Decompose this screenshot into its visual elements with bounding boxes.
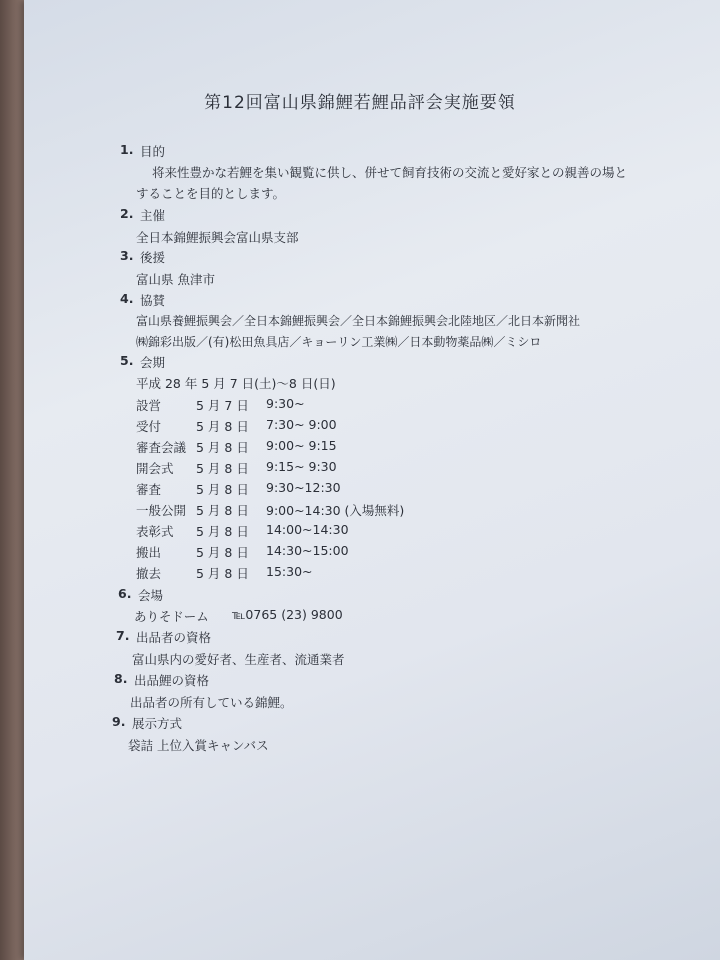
schedule-label-setup: 設営 [136,398,162,413]
schedule-time-awards: 14:00~14:30 [266,522,349,537]
section-8-number: 8. [114,671,128,686]
schedule-date-judging-meeting: 5 月 8 日 [196,440,249,455]
section-1-heading: 目的 [140,144,166,159]
section-4-number: 4. [120,291,134,306]
section-6-venue: ありそドーム [134,609,209,624]
section-9-heading: 展示方式 [132,716,183,731]
schedule-time-opening: 9:15~ 9:30 [266,459,337,474]
section-1-line-2: することを目的とします。 [136,186,286,201]
section-1-line-1: 将来性豊かな若鯉を集い観覧に供し、併せて飼育技術の交流と愛好家との親善の場と [152,165,628,180]
section-2-heading: 主催 [140,208,166,223]
schedule-label-judging: 審査 [136,482,162,497]
schedule-label-carry-out: 搬出 [136,545,162,560]
section-8-line-1: 出品者の所有している錦鯉。 [130,695,293,710]
section-8-heading: 出品鯉の資格 [134,673,210,688]
section-7-number: 7. [116,628,130,643]
schedule-time-judging-meeting: 9:00~ 9:15 [266,438,337,453]
schedule-time-judging: 9:30~12:30 [266,480,341,495]
schedule-date-reception: 5 月 8 日 [196,419,249,434]
section-2-line-1: 全日本錦鯉振興会富山県支部 [136,230,299,245]
document-title: 第12回富山県錦鯉若鯉品評会実施要領 [204,93,516,113]
schedule-date-teardown: 5 月 8 日 [196,566,249,581]
schedule-date-public: 5 月 8 日 [196,503,249,518]
schedule-label-opening: 開会式 [136,461,174,476]
schedule-label-judging-meeting: 審査会議 [136,440,187,455]
schedule-date-setup: 5 月 7 日 [196,398,249,413]
schedule-date-opening: 5 月 8 日 [196,461,249,476]
section-4-line-2: ㈱錦彩出版／(有)松田魚具店／キョーリン工業㈱／日本動物薬品㈱／ミシロ [136,335,542,349]
schedule-label-awards: 表彰式 [136,524,174,539]
schedule-time-public: 9:00~14:30 (入場無料) [266,503,405,518]
section-5-number: 5. [120,353,134,368]
section-5-period: 平成 28 年 5 月 7 日(土)～8 日(日) [136,376,336,391]
section-6-heading: 会場 [138,588,164,603]
schedule-date-awards: 5 月 8 日 [196,524,249,539]
section-3-number: 3. [120,248,134,263]
schedule-time-reception: 7:30~ 9:00 [266,417,337,432]
schedule-label-reception: 受付 [136,419,162,434]
section-9-line-1: 袋詰 上位入賞キャンバス [128,738,269,753]
schedule-time-teardown: 15:30~ [266,564,313,579]
section-6-number: 6. [118,586,132,601]
section-9-number: 9. [112,714,126,729]
section-4-heading: 協賛 [140,293,166,308]
schedule-time-setup: 9:30~ [266,396,305,411]
section-4-line-1: 富山県養鯉振興会／全日本錦鯉振興会／全日本錦鯉振興会北陸地区／北日本新聞社 [136,314,581,328]
section-2-number: 2. [120,206,134,221]
schedule-time-carry-out: 14:30~15:00 [266,543,349,558]
schedule-label-public: 一般公開 [136,503,187,518]
section-3-heading: 後援 [140,250,166,265]
section-7-line-1: 富山県内の愛好者、生産者、流通業者 [132,652,345,667]
section-1-number: 1. [120,142,134,157]
schedule-date-judging: 5 月 8 日 [196,482,249,497]
section-5-heading: 会期 [140,355,166,370]
section-7-heading: 出品者の資格 [136,630,212,645]
section-3-line-1: 富山県 魚津市 [136,272,215,287]
section-6-phone: ℡0765 (23) 9800 [232,607,343,622]
schedule-date-carry-out: 5 月 8 日 [196,545,249,560]
schedule-label-teardown: 撤去 [136,566,162,581]
